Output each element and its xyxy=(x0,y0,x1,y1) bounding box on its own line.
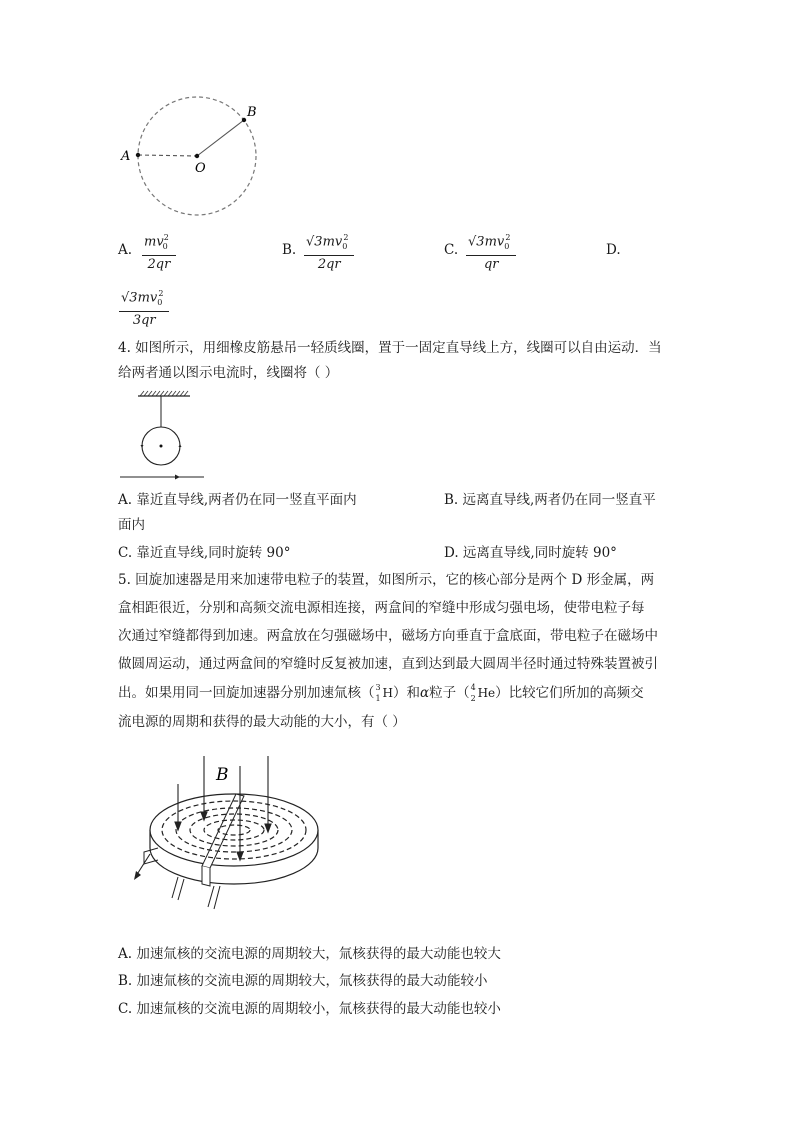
circle-figure xyxy=(115,92,275,222)
q4-option-a[interactable]: A. 靠近直导线,两者仍在同一竖直平面内 xyxy=(118,492,357,508)
q3-option-b-fraction xyxy=(304,230,354,273)
coil-center xyxy=(160,445,163,448)
point-A xyxy=(136,153,140,157)
terminal-right-2 xyxy=(214,886,220,909)
fraction-numerator: $√3mv_0^2$ xyxy=(466,230,516,256)
q5-stem-line4: 做圆周运动，通过两盒间的窄缝时反复被加速，直到达到最大圆周半径时通过特殊装置被引 xyxy=(118,656,658,672)
q3-option-a-label: A. xyxy=(118,242,133,258)
terminal-right-1 xyxy=(208,886,214,907)
ceiling-hatch xyxy=(140,391,188,396)
exit-arrow xyxy=(134,871,141,880)
q5-stem-line2: 盒相距很近，分别和高频交流电源相连接，两盒间的窄缝中形成匀强电场，使带电粒子每 xyxy=(118,600,645,616)
point-O xyxy=(195,154,199,158)
terminal-left-1 xyxy=(172,877,178,898)
fraction-denominator: qr xyxy=(483,256,499,272)
coil-current-arrow-left xyxy=(141,445,144,448)
point-B xyxy=(242,118,246,122)
radius-OB xyxy=(197,120,244,156)
radius-OA xyxy=(138,155,197,156)
q4-option-b-line2[interactable]: 面内 xyxy=(118,517,145,533)
helium-nuclide: 4 2 He xyxy=(470,683,496,703)
q5-option-c[interactable]: C. 加速氚核的交流电源的周期较小，氚核获得的最大动能也较小 xyxy=(118,1001,501,1017)
q5-stem-line6: 流电源的周期和获得的最大动能的大小，有（ ） xyxy=(118,714,406,730)
q5-option-a[interactable]: A. 加速氚核的交流电源的周期较大，氚核获得的最大动能也较大 xyxy=(118,946,501,962)
gap-side xyxy=(202,866,210,886)
q3-option-d-fraction xyxy=(119,286,169,329)
q4-option-c[interactable]: C. 靠近直导线,同时旋转 90° xyxy=(118,545,291,561)
q3-option-b-label: B. xyxy=(282,242,297,258)
q4-option-d[interactable]: D. 远离直导线,同时旋转 90° xyxy=(444,545,617,561)
q4-stem-line2: 给两者通以图示电流时，线圈将（ ） xyxy=(118,365,339,381)
sqrt-symbol: √ xyxy=(468,234,477,250)
wire-current-arrow xyxy=(175,475,180,480)
fraction-denominator: 3qr xyxy=(132,312,156,328)
q5-stem-line1: 5. 回旋加速器是用来加速带电粒子的装置，如图所示，它的核心部分是两个 D 形金属，两 xyxy=(118,572,655,588)
sqrt-symbol: √ xyxy=(121,290,130,306)
coil-wire-figure xyxy=(118,390,213,482)
q3-option-c-label: C. xyxy=(444,242,459,258)
tritium-nuclide: 3 1 H xyxy=(375,683,393,703)
terminal-left-2 xyxy=(178,879,184,900)
fraction-numerator: $√3mv_0^2$ xyxy=(119,286,169,312)
magnetic-field-label: B xyxy=(216,765,229,785)
q4-option-b-line1[interactable]: B. 远离直导线,两者仍在同一竖直平 xyxy=(444,492,656,508)
fraction-denominator: 2qr xyxy=(147,256,171,272)
q5-stem-line3: 次通过窄缝都得到加速。两盒放在匀强磁场中，磁场方向垂直于盒底面，带电粒子在磁场中 xyxy=(118,628,658,644)
q3-option-a-fraction xyxy=(142,230,176,273)
q3-option-d-label: D. xyxy=(606,242,621,258)
alpha-symbol: α xyxy=(419,685,430,701)
q5-stem-line5: 出。如果用同一回旋加速器分别加速氚核（ 3 1 H）和α粒子（ 4 2 He）比较它们所加的高频交 xyxy=(118,683,644,703)
coil-current-arrow-right xyxy=(179,444,182,447)
cyclotron-figure xyxy=(128,752,328,922)
q5-option-b[interactable]: B. 加速氚核的交流电源的周期较大，氚核获得的最大动能较小 xyxy=(118,973,488,989)
q3-option-c-fraction xyxy=(466,230,516,273)
fraction-numerator: $mv_0^2$ xyxy=(142,230,176,256)
fraction-denominator: 2qr xyxy=(317,256,341,272)
label-A: A xyxy=(121,149,131,164)
sqrt-symbol: √ xyxy=(306,234,315,250)
label-B: B xyxy=(247,105,257,120)
fraction-numerator: $√3mv_0^2$ xyxy=(304,230,354,256)
label-O: O xyxy=(195,161,206,176)
q4-stem-line1: 4. 如图所示，用细橡皮筋悬吊一轻质线圈，置于一固定直导线上方，线圈可以自由运动．当 xyxy=(118,340,662,356)
